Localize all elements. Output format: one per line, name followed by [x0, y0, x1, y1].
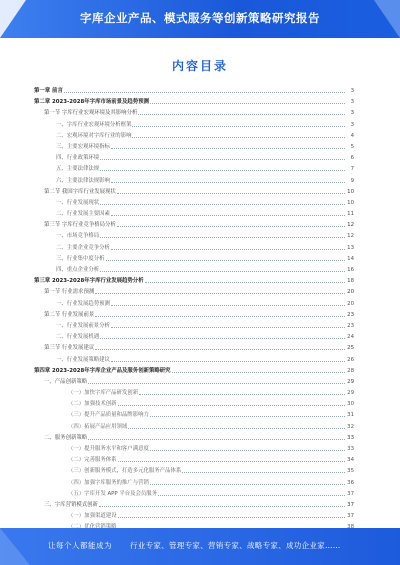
toc-entry-page: 3	[350, 110, 354, 117]
toc-entry-label: 一、字库行业宏观环境分析框架	[56, 121, 132, 128]
toc-leader-dots	[111, 321, 345, 328]
toc-entry[interactable]	[34, 366, 354, 377]
toc-leader-dots	[111, 299, 345, 306]
toc-entry[interactable]	[34, 243, 354, 254]
toc-leader-dots	[111, 355, 345, 362]
toc-entry[interactable]	[34, 489, 354, 500]
toc-entry-label: 第四章 2023-2028年字库企业产品及服务创新策略研究	[34, 367, 171, 374]
toc-leader-dots	[139, 388, 345, 395]
toc-entry[interactable]	[34, 287, 354, 298]
toc-entry-label: （一）加快字库产品研发创新	[68, 390, 139, 397]
toc-entry[interactable]	[34, 209, 354, 220]
toc-entry[interactable]	[34, 86, 354, 97]
toc-entry-page: 20	[347, 300, 354, 307]
toc-entry[interactable]	[34, 433, 354, 444]
toc-entry[interactable]	[34, 265, 354, 276]
toc-leader-dots	[100, 153, 345, 160]
toc-entry[interactable]	[34, 176, 354, 187]
toc-entry[interactable]	[34, 321, 354, 332]
toc-entry-page: 34	[347, 457, 354, 464]
toc-leader-dots	[132, 120, 345, 127]
toc-entry-page: 3	[350, 121, 354, 128]
toc-leader-dots	[145, 276, 345, 283]
toc-leader-dots	[132, 131, 345, 138]
toc-entry-label: （五）字库开发 APP 平台及会员服务	[68, 490, 158, 497]
toc-entry-label: 一、市场竞争格局	[56, 233, 100, 240]
toc-leader-dots	[117, 220, 345, 227]
toc-entry-page: 29	[347, 378, 354, 385]
toc-entry-label: 第二章 2023-2028年字库市场前景及趋势预测	[34, 99, 149, 106]
toc-leader-dots	[88, 377, 345, 384]
toc-entry[interactable]	[34, 153, 354, 164]
toc-entry-label: 二、行业发展机遇	[56, 334, 100, 341]
toc-entry-label: 一、行业发展现状	[56, 199, 100, 206]
toc-entry-page: 37	[347, 490, 354, 497]
toc-entry-page: 4	[350, 132, 354, 139]
toc-entry[interactable]	[34, 500, 354, 511]
toc-entry[interactable]	[34, 131, 354, 142]
toc-entry-label: （一）提升服务水平和客户满意度	[68, 446, 149, 452]
toc-leader-dots	[182, 466, 345, 473]
toc-entry[interactable]	[34, 231, 354, 242]
toc-entry-label: 第二节 我国字库行业发展现状	[44, 188, 116, 195]
toc-leader-dots	[150, 478, 345, 485]
toc-entry-page: 3	[350, 88, 354, 94]
footer-slogan: 让每个人都能成为	[48, 541, 112, 550]
toc-entry-page: 5	[350, 143, 354, 150]
toc-entry[interactable]	[34, 511, 354, 522]
footer-roles: 行业专家、管理专家、营销专家、战略专家、成功企业家……	[130, 541, 341, 550]
report-title: 字库企业产品、模式服务等创新策略研究报告	[80, 11, 320, 25]
toc-entry[interactable]	[34, 120, 354, 131]
toc-entry[interactable]	[34, 164, 354, 175]
toc-leader-dots	[138, 108, 345, 115]
toc-leader-dots	[95, 287, 345, 294]
toc-entry[interactable]	[34, 108, 354, 119]
toc-leader-dots	[128, 422, 345, 429]
toc-entry[interactable]	[34, 187, 354, 198]
toc-entry-page: 24	[347, 334, 354, 341]
toc-entry-page: 10	[347, 199, 354, 206]
toc-entry-label: 一、产品创新策略	[44, 378, 88, 385]
toc-leader-dots	[64, 86, 345, 93]
toc-heading: 内容目录	[171, 59, 228, 73]
toc-leader-dots	[150, 97, 345, 104]
toc-entry[interactable]	[34, 455, 354, 466]
toc-entry-page: 6	[350, 155, 354, 162]
toc-entry-label: （四）加强字库服务的推广与营销	[68, 479, 149, 486]
toc-entry-page: 33	[347, 434, 354, 441]
toc-entry-label: 第三节 字库行业竞争格局分析	[44, 222, 116, 229]
toc-entry-page: 31	[347, 412, 354, 419]
toc-entry-page: 12	[347, 233, 354, 240]
toc-entry-page: 13	[347, 244, 354, 251]
toc-entry[interactable]	[34, 377, 354, 388]
toc-entry-label: 二、服务创新策略	[44, 434, 88, 441]
table-of-contents	[34, 86, 354, 545]
toc-entry[interactable]	[34, 276, 354, 287]
toc-entry[interactable]	[34, 466, 354, 477]
toc-entry-label: 四、重点企业分析	[56, 267, 100, 273]
toc-leader-dots	[95, 310, 345, 317]
toc-entry[interactable]	[34, 254, 354, 265]
toc-entry[interactable]	[34, 422, 354, 433]
toc-leader-dots	[99, 500, 345, 507]
toc-entry-label: 三、行业集中度分析	[56, 255, 105, 262]
toc-entry[interactable]	[34, 97, 354, 108]
toc-entry[interactable]	[34, 355, 354, 366]
toc-leader-dots	[111, 243, 345, 250]
toc-entry-label: 五、主要法律法规	[56, 166, 100, 173]
toc-entry[interactable]	[34, 332, 354, 343]
toc-entry-label: 二、宏观环境对字库行业的影响	[56, 132, 132, 139]
toc-entry-page: 26	[347, 356, 354, 363]
toc-leader-dots	[111, 176, 345, 183]
toc-leader-dots	[95, 343, 345, 350]
toc-entry-label: 第二节 行业发展前景	[44, 311, 95, 318]
toc-entry-label: 三、字库营销模式创新	[44, 501, 98, 508]
toc-entry-page: 16	[347, 267, 354, 273]
toc-leader-dots	[88, 433, 345, 440]
toc-entry-page: 25	[347, 345, 354, 352]
toc-entry-page: 9	[350, 177, 354, 184]
toc-entry-label: 第一节 字库行业宏观环境及其影响分析	[44, 110, 138, 117]
toc-entry-label: （二）完善服务体系	[68, 457, 117, 464]
toc-leader-dots	[106, 254, 345, 261]
toc-entry-label: 第三章 2023-2028年字库行业发展趋势分析	[34, 278, 144, 285]
toc-entry-page: 32	[347, 423, 354, 430]
toc-entry-page: 14	[347, 255, 354, 262]
toc-entry-label: 一、行业发展策略建议	[56, 356, 110, 363]
toc-entry-label: （三）提升产品质量和品牌影响力	[68, 412, 149, 419]
toc-entry[interactable]	[34, 343, 354, 354]
toc-entry-label: 第一章 前言	[34, 88, 63, 94]
toc-entry-page: 11	[347, 211, 354, 218]
toc-leader-dots	[111, 142, 345, 149]
toc-entry[interactable]	[34, 478, 354, 489]
toc-entry-label: 二、主要企业竞争分析	[56, 244, 110, 251]
toc-entry-label: （四）拓展产品应用领域	[68, 423, 128, 430]
toc-entry-label: 一、行业发展前景分析	[56, 322, 110, 329]
toc-leader-dots	[150, 410, 345, 417]
toc-entry[interactable]	[34, 399, 354, 410]
toc-entry-page: 23	[347, 322, 354, 329]
toc-leader-dots	[100, 231, 345, 238]
toc-entry-label: 二、行业发展主要因素	[56, 211, 110, 218]
footer-decoration	[0, 528, 30, 565]
toc-entry[interactable]	[34, 410, 354, 421]
toc-entry-label: （三）创新服务模式，打造多元化服务产品体系	[68, 468, 182, 475]
toc-leader-dots	[158, 489, 345, 496]
toc-entry-page: 3	[350, 99, 354, 106]
toc-entry-page: 20	[347, 289, 354, 296]
toc-entry[interactable]	[34, 299, 354, 310]
toc-leader-dots	[100, 332, 345, 339]
toc-entry[interactable]	[34, 310, 354, 321]
toc-entry-page: 28	[347, 367, 354, 374]
toc-entry-page: 7	[350, 166, 354, 173]
toc-entry[interactable]	[34, 198, 354, 209]
toc-entry-label: （二）加强技术创新	[68, 401, 117, 408]
toc-entry-page: 36	[347, 479, 354, 486]
toc-leader-dots	[100, 198, 345, 205]
toc-leader-dots	[150, 444, 345, 451]
toc-entry[interactable]	[34, 142, 354, 153]
toc-entry-label: 第三节 行业发展建议	[44, 345, 95, 352]
toc-entry-page: 10	[347, 188, 354, 195]
report-header	[0, 0, 400, 38]
toc-entry-page: 18	[347, 278, 354, 285]
toc-leader-dots	[100, 265, 345, 272]
toc-entry-label: 三、主要宏观环境指标	[56, 143, 110, 150]
toc-leader-dots	[111, 209, 345, 216]
report-footer	[0, 528, 400, 565]
toc-entry-page: 33	[347, 446, 354, 452]
toc-entry-label: （一）加强渠道建设	[68, 513, 117, 520]
toc-entry-label: 四、行业政策环境	[56, 155, 100, 162]
toc-leader-dots	[100, 164, 345, 171]
toc-leader-dots	[117, 187, 345, 194]
toc-entry-page: 12	[347, 222, 354, 229]
toc-entry-page: 37	[347, 513, 354, 520]
toc-entry[interactable]	[34, 220, 354, 231]
toc-entry-label: 一、行业发展趋势预测	[56, 300, 110, 307]
toc-entry-page: 23	[347, 311, 354, 318]
toc-entry-page: 29	[347, 390, 354, 397]
toc-entry-page: 37	[347, 501, 354, 508]
toc-entry[interactable]	[34, 388, 354, 399]
toc-leader-dots	[118, 455, 345, 462]
toc-entry-page: 30	[347, 401, 354, 408]
toc-entry-label: 六、主要法律法规影响	[56, 177, 110, 184]
toc-leader-dots	[172, 366, 345, 373]
toc-entry[interactable]	[34, 444, 354, 455]
toc-entry-label: 第一节 行业需求预测	[44, 289, 95, 296]
toc-leader-dots	[118, 399, 345, 406]
toc-entry-page: 35	[347, 468, 354, 475]
toc-leader-dots	[118, 511, 345, 518]
